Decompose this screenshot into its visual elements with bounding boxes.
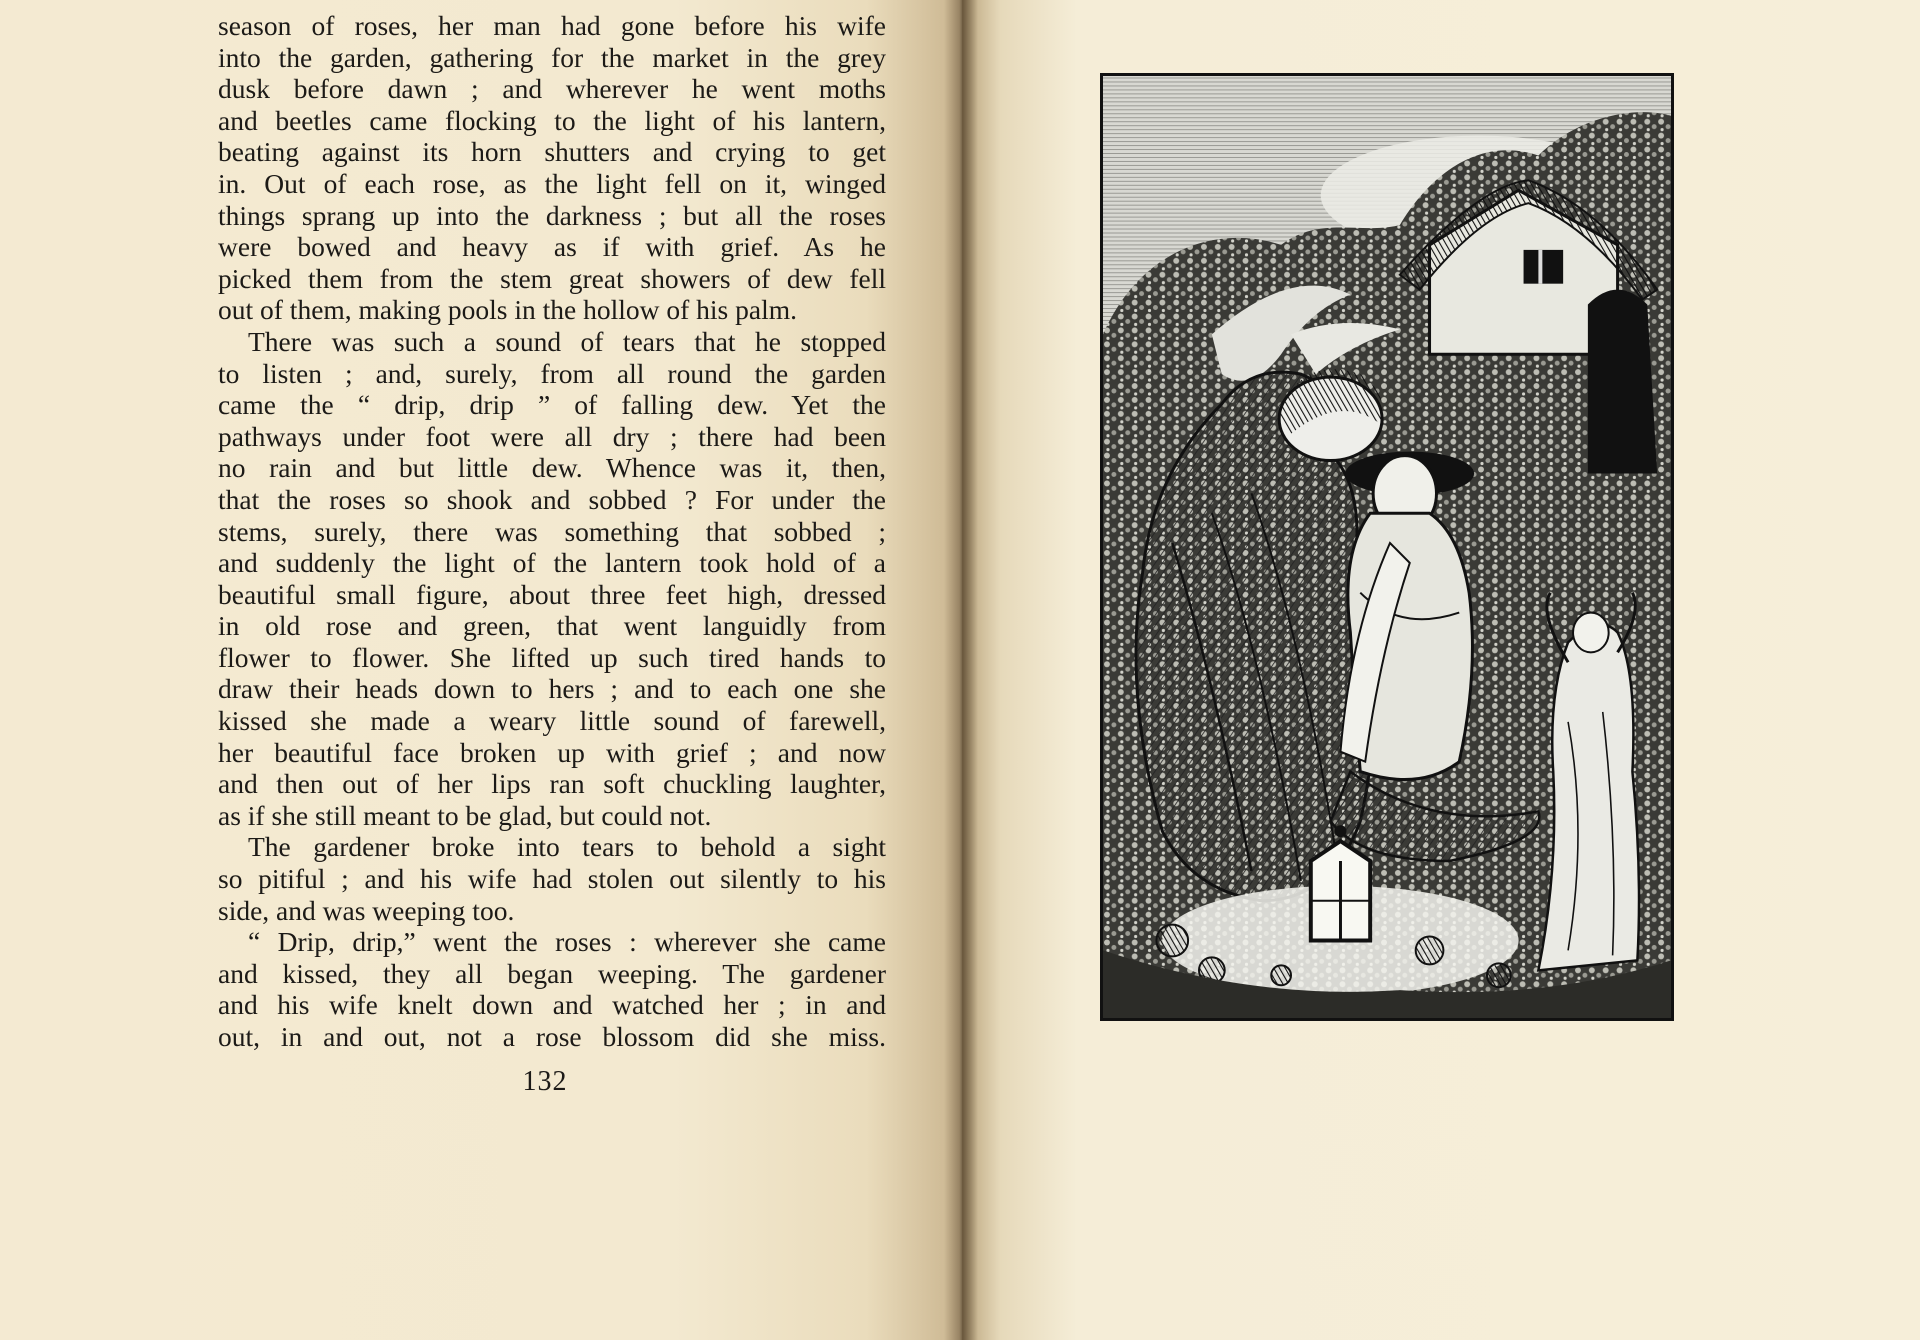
text-line: draw their heads down to hers ; and to each one she [218,673,886,705]
text-line: pathways under foot were all dry ; there had been [218,420,886,452]
text-line: and beetles came flocking to the light of his lantern, [218,104,886,136]
text-line: things sprang up into the darkness ; but all the roses [218,199,886,231]
text-line: picked them from the stem great showers of dew fell [218,262,886,294]
text-line: into the garden, gathering for the market in the grey [218,41,886,73]
engraving-picture [1103,76,1671,1018]
page-number: 132 [522,1066,568,1097]
text-line: so pitiful ; and his wife had stolen out silently to his [218,863,886,895]
text-line: “ Drip, drip,” went the roses : wherever she came [248,926,886,958]
text-line: in. Out of each rose, as the light fell on it, winged [218,167,886,199]
body-text [218,10,886,1053]
text-line: beating against its horn shutters and crying to get [218,136,886,168]
text-line: that the roses so shook and sobbed ? For under the [218,483,886,515]
text-line: season of roses, her man had gone before his wife [218,10,886,41]
text-line: and his wife knelt down and watched her ; in and [218,989,886,1021]
text-line: stems, surely, there was something that sobbed ; [218,515,886,547]
text-line: There was such a sound of tears that he stopped [248,325,886,357]
text-line: and then out of her lips ran soft chuckling laughter, [218,768,886,800]
text-line: beautiful small figure, about three feet high, dressed [218,578,886,610]
text-line: dusk before dawn ; and wherever he went moths [218,73,886,105]
engraving-illustration [1100,73,1674,1021]
book-gutter [944,0,978,1340]
text-line: The gardener broke into tears to behold a sight [248,831,886,863]
text-line: out, in and out, not a rose blossom did she miss. [218,1021,886,1052]
text-line: no rain and but little dew. Whence was it, then, [218,452,886,484]
text-line: her beautiful face broken up with grief ; and now [218,736,886,768]
text-line: side, and was weeping too. [218,894,515,926]
text-line: to listen ; and, surely, from all round the garden [218,357,886,389]
text-line: in old rose and green, that went languidly from [218,610,886,642]
text-line: out of them, making pools in the hollow of his palm. [218,294,797,326]
text-line: flower to flower. She lifted up such tired hands to [218,641,886,673]
text-line: and suddenly the light of the lantern took hold of a [218,547,886,579]
text-line: as if she still meant to be glad, but could not. [218,799,712,831]
text-line: kissed she made a weary little sound of farewell, [218,705,886,737]
text-line: came the “ drip, drip ” of falling dew. Yet the [218,389,886,421]
text-line: and kissed, they all began weeping. The gardener [218,957,886,989]
text-line: were bowed and heavy as if with grief. As he [218,231,886,263]
